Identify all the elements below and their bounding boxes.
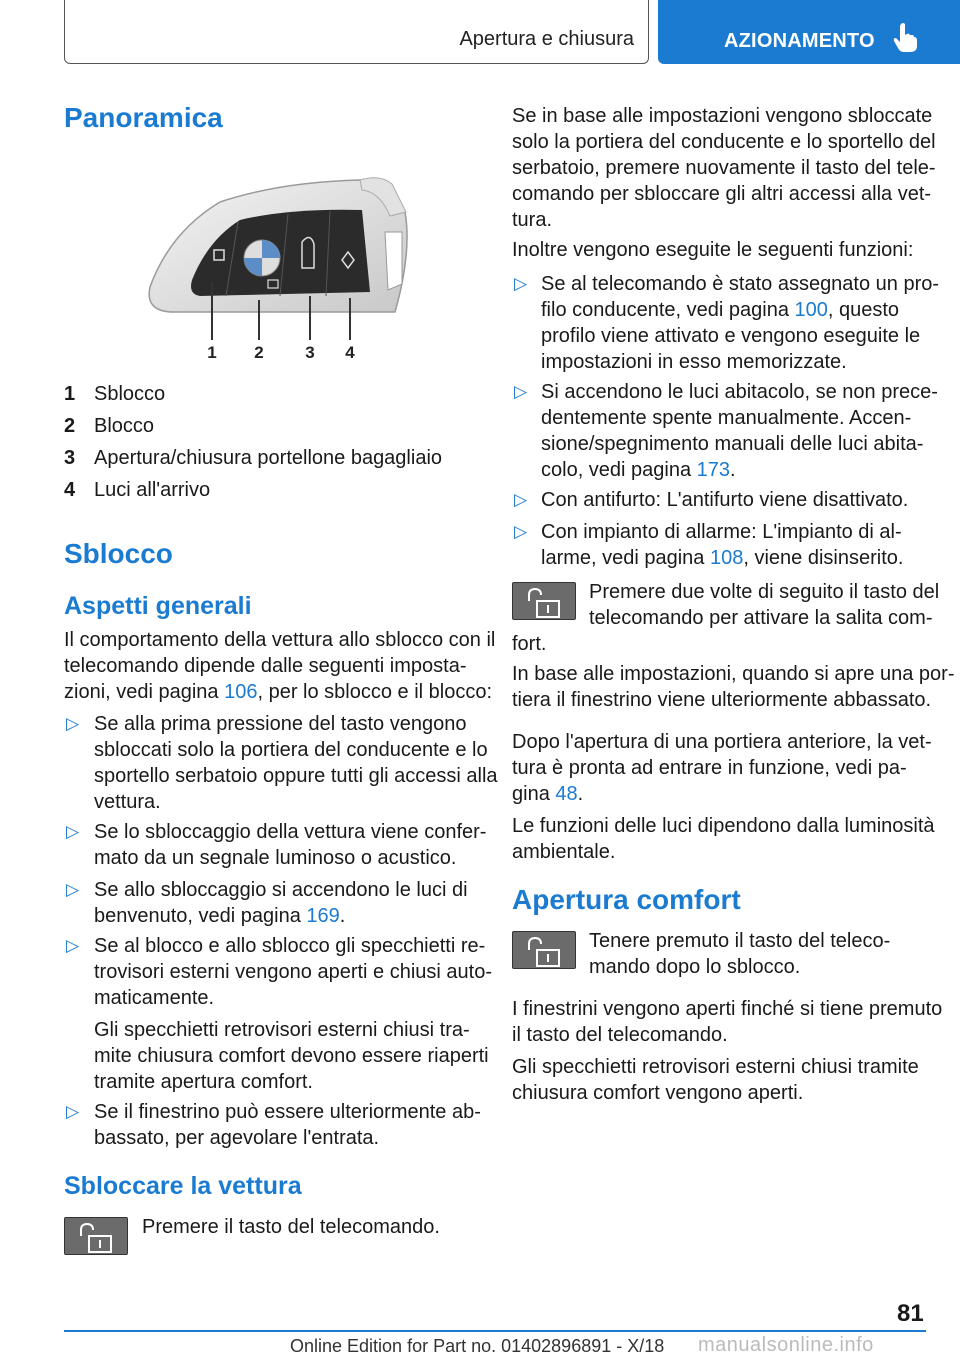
bullet-text: Se allo sbloccaggio si accendono le luci di <box>94 879 468 901</box>
bullet-triangle-icon: ▷ <box>514 490 528 509</box>
legend-label: Luci all'arrivo <box>94 479 211 501</box>
paragraph-line: ambientale. <box>512 841 616 863</box>
legend-label: Sblocco <box>94 383 166 405</box>
bullet-text: larme, vedi pagina 108, viene disinserito. <box>541 547 904 569</box>
paragraph-line: telecomando per attivare la salita com- <box>589 607 933 629</box>
pointing-hand-icon <box>892 22 918 52</box>
bullet-text: vettura. <box>94 791 161 813</box>
legend-label: Blocco <box>94 415 155 437</box>
bullet-text: mato da un segnale luminoso o acustico. <box>94 847 457 869</box>
bullet-text: sione/spegnimento manuali delle luci abita- <box>541 433 924 455</box>
paragraph-line: Inoltre vengono eseguite le seguenti funzioni: <box>512 239 914 261</box>
bullet-text: sportello serbatoio oppure tutti gli accessi alla <box>94 765 498 787</box>
unlock-button-icon <box>512 582 576 620</box>
unlock-button-icon <box>512 931 576 969</box>
bullet-subtext: Gli specchietti retrovisori esterni chiusi tra- <box>94 1019 470 1041</box>
section-title: Apertura e chiusura <box>459 28 634 50</box>
bullet-text: Se al telecomando è stato assegnato un pro- <box>541 273 940 295</box>
intro-line: telecomando dipende dalle seguenti imposta- <box>64 655 467 677</box>
legend-number: 1 <box>64 383 76 405</box>
bullet-text: profilo viene attivato e vengono eseguite le <box>541 325 921 347</box>
paragraph-line: tiera il finestrino viene ulteriormente abbassato. <box>512 689 932 711</box>
paragraph-line: fort. <box>512 633 547 655</box>
page-link[interactable]: 106 <box>224 681 258 703</box>
legend-number: 4 <box>64 479 76 501</box>
paragraph-line: solo la portiera del conducente e lo sportello del <box>512 131 936 153</box>
title-apertura-comfort: Apertura comfort <box>512 884 741 915</box>
paragraph-line: tura. <box>512 209 553 231</box>
bullet-triangle-icon: ▷ <box>66 936 80 955</box>
intro-line: Il comportamento della vettura allo sblocco con il <box>64 629 496 651</box>
bullet-triangle-icon: ▷ <box>514 382 528 401</box>
bullet-text: trovisori esterni vengono aperti e chiusi auto- <box>94 961 492 983</box>
paragraph-line: Tenere premuto il tasto del teleco- <box>589 930 891 952</box>
bullet-text: filo conducente, vedi pagina 100, questo <box>541 299 900 321</box>
figure-label: 2 <box>254 343 264 362</box>
paragraph-line: Le funzioni delle luci dipendono dalla luminosità <box>512 815 935 837</box>
bullet-text: Se il finestrino può essere ulteriormente ab- <box>94 1101 481 1123</box>
intro-line: zioni, vedi pagina 106, per lo sblocco e il blocco: <box>64 681 493 703</box>
paragraph-line: Gli specchietti retrovisori esterni chiusi tramite <box>512 1056 919 1078</box>
paragraph-line: chiusura comfort vengono aperti. <box>512 1082 804 1104</box>
paragraph-line: Se in base alle impostazioni vengono sbloccate <box>512 105 933 127</box>
bullet-text: impostazioni in esso memorizzate. <box>541 351 847 373</box>
bullet-text: dentemente spente manualmente. Accen- <box>541 407 912 429</box>
bullet-triangle-icon: ▷ <box>66 1102 80 1121</box>
title-panoramica: Panoramica <box>64 102 223 133</box>
figure-label: 3 <box>305 343 315 362</box>
bullet-text: Con antifurto: L'antifurto viene disattivato. <box>541 489 909 511</box>
paragraph-line: Premere due volte di seguito il tasto del <box>589 581 940 603</box>
page-link[interactable]: 48 <box>555 783 578 805</box>
edition-text: Online Edition for Part no. 01402896891 - X/18 <box>290 1336 665 1356</box>
chapter-tab[interactable] <box>658 0 960 64</box>
bullet-triangle-icon: ▷ <box>66 822 80 841</box>
page-link[interactable]: 100 <box>794 299 828 321</box>
bullet-triangle-icon: ▷ <box>514 522 528 541</box>
legend-label: Apertura/chiusura portellone bagagliaio <box>94 447 443 469</box>
unlock-button-icon <box>64 1217 128 1255</box>
remote-key-figure <box>130 172 420 372</box>
bullet-text: colo, vedi pagina 173. <box>541 459 736 481</box>
legend-number: 3 <box>64 447 76 469</box>
bullet-text: benvenuto, vedi pagina 169. <box>94 905 346 927</box>
paragraph-line: serbatoio, premere nuovamente il tasto del tele- <box>512 157 936 179</box>
paragraph-line: comando per sbloccare gli altri accessi alla vet- <box>512 183 932 205</box>
bullet-subtext: mite chiusura comfort devono essere riaperti <box>94 1045 489 1067</box>
bullet-text: Si accendono le luci abitacolo, se non prece- <box>541 381 938 403</box>
bullet-text: Con impianto di allarme: L'impianto di al- <box>541 521 902 543</box>
page-link[interactable]: 169 <box>306 905 340 927</box>
paragraph-line: In base alle impostazioni, quando si apre una por- <box>512 663 955 685</box>
paragraph-line: Dopo l'apertura di una portiera anteriore, la vet- <box>512 731 932 753</box>
paragraph-line: tura è pronta ad entrare in funzione, vedi pa- <box>512 757 907 779</box>
paragraph-line: I finestrini vengono aperti finché si tiene premuto <box>512 998 943 1020</box>
page-number: 81 <box>897 1300 924 1327</box>
paragraph-line: gina 48. <box>512 783 584 805</box>
bullet-text: Se lo sbloccaggio della vettura viene confer- <box>94 821 487 843</box>
bullet-text: sbloccati solo la portiera del conducente e lo <box>94 739 488 761</box>
bullet-triangle-icon: ▷ <box>514 274 528 293</box>
bullet-triangle-icon: ▷ <box>66 714 80 733</box>
page-link[interactable]: 108 <box>709 547 744 569</box>
paragraph-line: mando dopo lo sblocco. <box>589 956 801 978</box>
title-sblocco: Sblocco <box>64 538 173 569</box>
footer-divider <box>64 1330 926 1332</box>
title-sbloccare-vettura: Sbloccare la vettura <box>64 1172 302 1200</box>
figure-label: 4 <box>345 343 355 362</box>
bullet-text: bassato, per agevolare l'entrata. <box>94 1127 380 1149</box>
title-aspetti-generali: Aspetti generali <box>64 592 252 620</box>
paragraph-line: il tasto del telecomando. <box>512 1024 728 1046</box>
page-link[interactable]: 173 <box>696 459 731 481</box>
bullet-triangle-icon: ▷ <box>66 880 80 899</box>
bullet-text: Se al blocco e allo sblocco gli specchietti re- <box>94 935 486 957</box>
bullet-subtext: tramite apertura comfort. <box>94 1071 313 1093</box>
bullet-text: Se alla prima pressione del tasto vengono <box>94 713 467 735</box>
chapter-label: AZIONAMENTO <box>724 30 875 52</box>
figure-label: 1 <box>207 343 217 362</box>
sbloccare-text: Premere il tasto del telecomando. <box>142 1216 440 1238</box>
bullet-text: maticamente. <box>94 987 215 1009</box>
legend-number: 2 <box>64 415 76 437</box>
watermark: manualsonline.info <box>698 1334 874 1356</box>
